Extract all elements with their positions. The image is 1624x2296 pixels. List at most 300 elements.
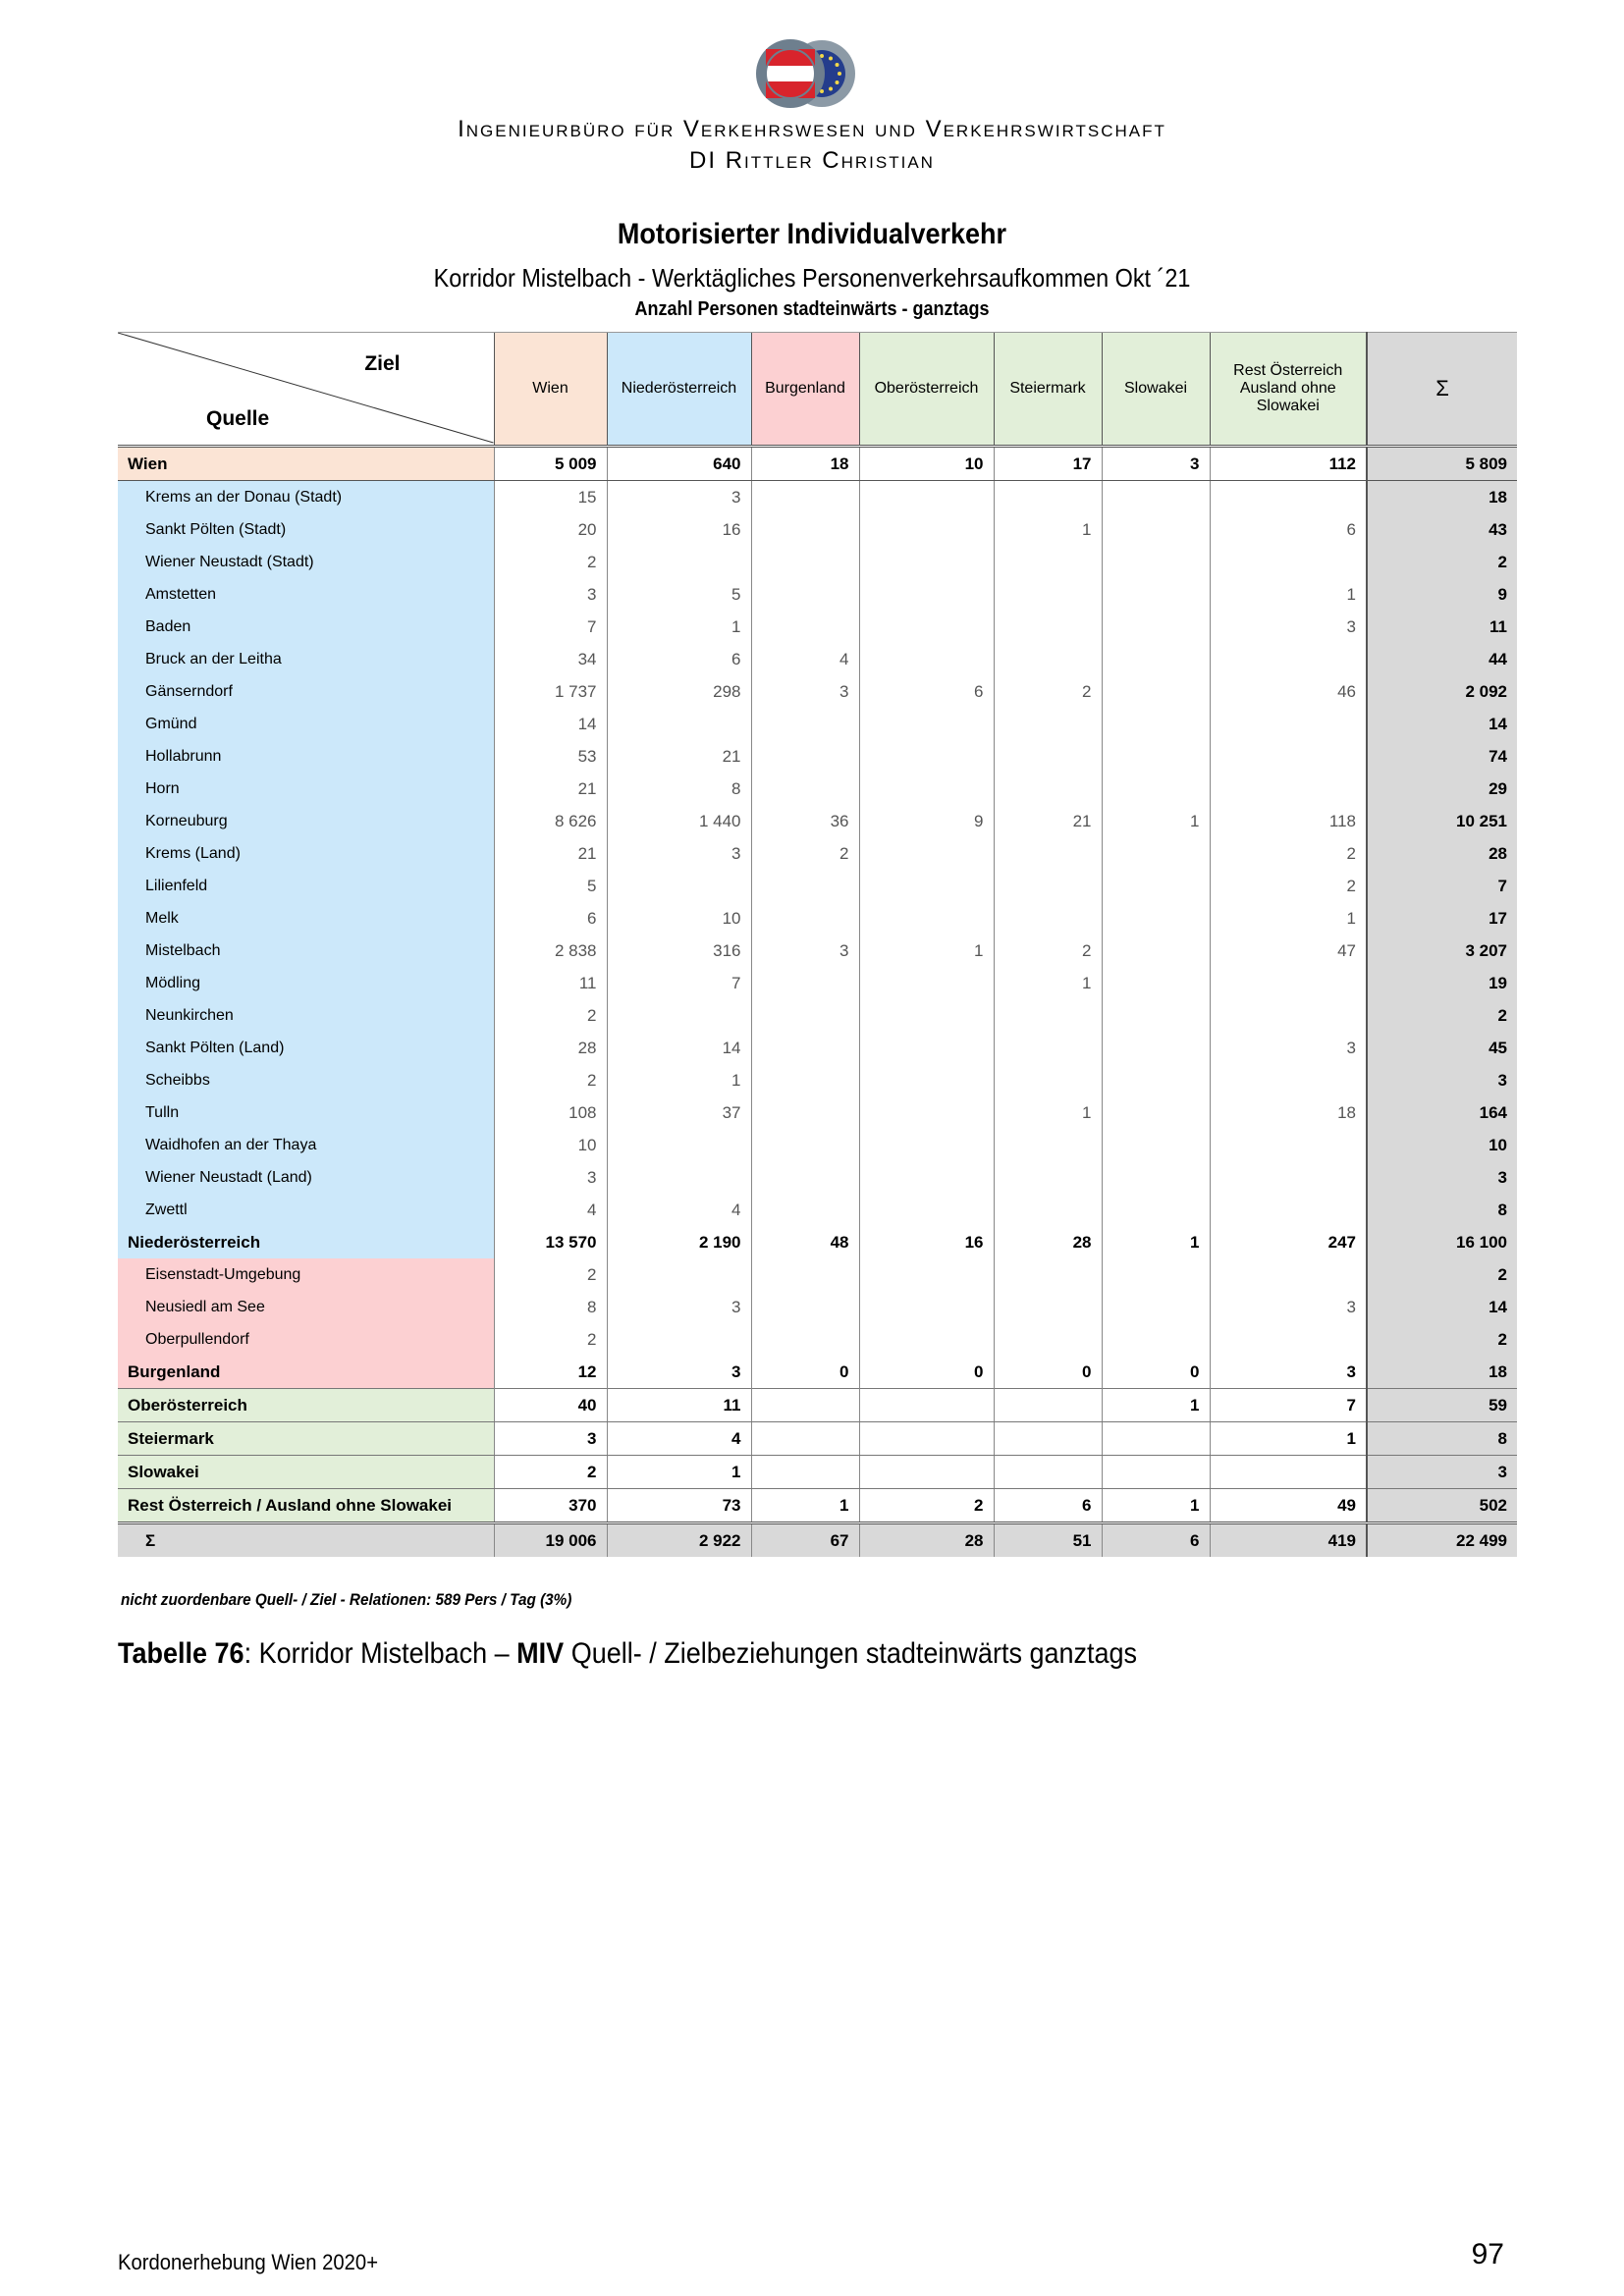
cell-value: 8 xyxy=(1367,1422,1517,1456)
cell-value xyxy=(751,1422,859,1456)
cell-value xyxy=(1102,675,1210,708)
cell-value xyxy=(1102,611,1210,643)
cell-value xyxy=(751,708,859,740)
cell-value: 2 xyxy=(994,675,1102,708)
cell-value: 2 190 xyxy=(607,1226,751,1258)
org-name-line2: DI Rittler Christian xyxy=(689,147,935,174)
cell-value: 247 xyxy=(1210,1226,1367,1258)
cell-value: 3 xyxy=(1102,447,1210,481)
cell-value xyxy=(1102,902,1210,934)
cell-value: 3 xyxy=(751,934,859,967)
row-label: Mödling xyxy=(118,967,494,999)
cell-value xyxy=(751,1161,859,1194)
cell-value: 29 xyxy=(1367,773,1517,805)
cell-value: 5 809 xyxy=(1367,447,1517,481)
cell-value xyxy=(1102,1032,1210,1064)
cell-value xyxy=(859,1389,994,1422)
cell-value xyxy=(607,1129,751,1161)
corner-label-quelle: Quelle xyxy=(206,407,270,430)
cell-value xyxy=(1102,934,1210,967)
table-row xyxy=(118,1389,1517,1422)
corner-label-ziel: Ziel xyxy=(364,352,401,375)
cell-value: 164 xyxy=(1367,1096,1517,1129)
cell-value: 370 xyxy=(494,1489,607,1523)
cell-value xyxy=(1210,1323,1367,1356)
cell-value xyxy=(1102,1422,1210,1456)
cell-value: 20 xyxy=(494,513,607,546)
table-row xyxy=(118,1456,1517,1489)
cell-value xyxy=(994,611,1102,643)
table-row xyxy=(118,1161,1517,1194)
cell-value xyxy=(751,481,859,514)
cell-value: 1 xyxy=(607,611,751,643)
page-title: Motorisierter Individualverkehr xyxy=(617,218,1007,250)
row-label: Rest Österreich / Ausland ohne Slowakei xyxy=(118,1489,494,1523)
row-label: Melk xyxy=(118,902,494,934)
cell-value xyxy=(994,1422,1102,1456)
cell-value: 3 xyxy=(751,675,859,708)
cell-value: 16 100 xyxy=(1367,1226,1517,1258)
footnote: nicht zuordenbare Quell- / Ziel - Relationen: 589 Pers / Tag (3%) xyxy=(121,1590,572,1609)
cell-value: 15 xyxy=(494,481,607,514)
cell-value xyxy=(994,1194,1102,1226)
cell-value xyxy=(994,740,1102,773)
cell-value xyxy=(1102,967,1210,999)
table-row xyxy=(118,1032,1517,1064)
table-row xyxy=(118,1258,1517,1291)
cell-value: 502 xyxy=(1367,1489,1517,1523)
cell-value xyxy=(1210,773,1367,805)
cell-value: 16 xyxy=(607,513,751,546)
table-description: Anzahl Personen stadteinwärts - ganztags xyxy=(634,298,990,320)
table-row xyxy=(118,1323,1517,1356)
row-label: Neunkirchen xyxy=(118,999,494,1032)
table-row xyxy=(118,1194,1517,1226)
cell-value xyxy=(751,578,859,611)
cell-value xyxy=(859,708,994,740)
cell-value: 14 xyxy=(607,1032,751,1064)
cell-value xyxy=(1102,1129,1210,1161)
row-label: Oberösterreich xyxy=(118,1389,494,1422)
cell-value xyxy=(994,708,1102,740)
cell-value: 45 xyxy=(1367,1032,1517,1064)
row-label: Slowakei xyxy=(118,1456,494,1489)
cell-value xyxy=(1210,1064,1367,1096)
table-row xyxy=(118,1064,1517,1096)
row-label: Wiener Neustadt (Stadt) xyxy=(118,546,494,578)
row-label: Niederösterreich xyxy=(118,1226,494,1258)
cell-value xyxy=(859,546,994,578)
cell-value: 21 xyxy=(607,740,751,773)
cell-value: 28 xyxy=(859,1523,994,1558)
cell-value xyxy=(1102,1161,1210,1194)
cell-value xyxy=(1102,999,1210,1032)
cell-value xyxy=(607,708,751,740)
cell-value xyxy=(859,1064,994,1096)
cell-value: 3 xyxy=(494,1422,607,1456)
cell-value: 4 xyxy=(751,643,859,675)
cell-value xyxy=(751,870,859,902)
cell-value xyxy=(994,870,1102,902)
cell-value xyxy=(751,1129,859,1161)
cell-value: 3 xyxy=(607,837,751,870)
cell-value: 6 xyxy=(1102,1523,1210,1558)
cell-value xyxy=(607,1323,751,1356)
cell-value: 2 xyxy=(494,546,607,578)
cell-value: 73 xyxy=(607,1489,751,1523)
cell-value: 6 xyxy=(607,643,751,675)
cell-value: 2 xyxy=(1367,546,1517,578)
row-label: Hollabrunn xyxy=(118,740,494,773)
table-row xyxy=(118,805,1517,837)
cell-value: 6 xyxy=(494,902,607,934)
cell-value: 3 xyxy=(494,578,607,611)
cell-value: 112 xyxy=(1210,447,1367,481)
cell-value: 13 570 xyxy=(494,1226,607,1258)
company-logo xyxy=(743,34,891,113)
cell-value xyxy=(751,1291,859,1323)
row-label: Oberpullendorf xyxy=(118,1323,494,1356)
cell-value: 49 xyxy=(1210,1489,1367,1523)
cell-value: 1 xyxy=(1210,1422,1367,1456)
row-label: Tulln xyxy=(118,1096,494,1129)
cell-value xyxy=(1102,837,1210,870)
org-name-line1: Ingenieurbüro für Verkehrswesen und Verkehrswirtschaft xyxy=(458,116,1166,142)
cell-value: 14 xyxy=(1367,1291,1517,1323)
cell-value: 118 xyxy=(1210,805,1367,837)
cell-value: 1 737 xyxy=(494,675,607,708)
cell-value: 3 xyxy=(1210,1032,1367,1064)
cell-value xyxy=(859,513,994,546)
cell-value xyxy=(859,481,994,514)
cell-value xyxy=(751,546,859,578)
cell-value: 1 xyxy=(751,1489,859,1523)
cell-value: 8 xyxy=(607,773,751,805)
cell-value xyxy=(1210,1129,1367,1161)
cell-value: 67 xyxy=(751,1523,859,1558)
cell-value: 21 xyxy=(494,837,607,870)
cell-value xyxy=(859,870,994,902)
table-row xyxy=(118,999,1517,1032)
col-header-slowakei: Slowakei xyxy=(1102,333,1210,447)
od-matrix-table xyxy=(118,332,1517,1557)
cell-value xyxy=(1210,740,1367,773)
table-row xyxy=(118,870,1517,902)
table-row xyxy=(118,708,1517,740)
cell-value: 316 xyxy=(607,934,751,967)
table-row xyxy=(118,1096,1517,1129)
page-number: 97 xyxy=(1471,2238,1504,2270)
row-label: Steiermark xyxy=(118,1422,494,1456)
row-label: Eisenstadt-Umgebung xyxy=(118,1258,494,1291)
page-subtitle: Korridor Mistelbach - Werktägliches Personenverkehrsaufkommen Okt ´21 xyxy=(433,263,1191,293)
cell-value xyxy=(607,870,751,902)
cell-value: 2 xyxy=(494,1064,607,1096)
cell-value: 3 xyxy=(607,481,751,514)
cell-value xyxy=(994,773,1102,805)
row-label: Waidhofen an der Thaya xyxy=(118,1129,494,1161)
cell-value: 19 xyxy=(1367,967,1517,999)
cell-value xyxy=(994,1291,1102,1323)
cell-value: 3 xyxy=(1210,1356,1367,1389)
cell-value: 9 xyxy=(1367,578,1517,611)
row-label: Sankt Pölten (Stadt) xyxy=(118,513,494,546)
table-row xyxy=(118,447,1517,481)
cell-value: 22 499 xyxy=(1367,1523,1517,1558)
cell-value: 18 xyxy=(1367,481,1517,514)
table-row xyxy=(118,611,1517,643)
row-label: Sankt Pölten (Land) xyxy=(118,1032,494,1064)
cell-value: 28 xyxy=(494,1032,607,1064)
cell-value: 5 xyxy=(607,578,751,611)
cell-value xyxy=(1102,1291,1210,1323)
cell-value: 0 xyxy=(994,1356,1102,1389)
cell-value xyxy=(859,1258,994,1291)
cell-value xyxy=(994,902,1102,934)
cell-value: 53 xyxy=(494,740,607,773)
row-label: Bruck an der Leitha xyxy=(118,643,494,675)
cell-value: 43 xyxy=(1367,513,1517,546)
cell-value: 2 xyxy=(994,934,1102,967)
cell-value: 48 xyxy=(751,1226,859,1258)
cell-value: 37 xyxy=(607,1096,751,1129)
cell-value xyxy=(994,1258,1102,1291)
table-row xyxy=(118,675,1517,708)
caption-miv: MIV xyxy=(516,1637,565,1670)
cell-value: 44 xyxy=(1367,643,1517,675)
table-row xyxy=(118,1356,1517,1389)
caption-text-1: : Korridor Mistelbach – xyxy=(244,1637,517,1670)
cell-value xyxy=(607,1258,751,1291)
cell-value: 1 xyxy=(1102,1226,1210,1258)
cell-value xyxy=(1102,1258,1210,1291)
cell-value xyxy=(994,546,1102,578)
row-label: Lilienfeld xyxy=(118,870,494,902)
cell-value: 108 xyxy=(494,1096,607,1129)
footer-doc-title: Kordonerhebung Wien 2020+ xyxy=(118,2250,379,2274)
cell-value: 2 092 xyxy=(1367,675,1517,708)
table-row xyxy=(118,773,1517,805)
cell-value: 1 xyxy=(607,1064,751,1096)
cell-value: 3 xyxy=(607,1291,751,1323)
cell-value xyxy=(859,740,994,773)
cell-value xyxy=(751,1323,859,1356)
cell-value: 17 xyxy=(1367,902,1517,934)
cell-value: 2 xyxy=(1210,870,1367,902)
cell-value xyxy=(751,611,859,643)
cell-value xyxy=(1102,1456,1210,1489)
col-header-sum: Σ xyxy=(1367,333,1517,447)
row-label: Amstetten xyxy=(118,578,494,611)
cell-value: 4 xyxy=(607,1422,751,1456)
cell-value: 7 xyxy=(607,967,751,999)
cell-value xyxy=(1210,1258,1367,1291)
row-label: Krems an der Donau (Stadt) xyxy=(118,481,494,514)
cell-value: 2 838 xyxy=(494,934,607,967)
cell-value xyxy=(994,1456,1102,1489)
cell-value: 1 xyxy=(994,967,1102,999)
table-caption xyxy=(118,1637,1137,1671)
cell-value: 1 xyxy=(1102,1489,1210,1523)
cell-value xyxy=(751,1064,859,1096)
cell-value: 4 xyxy=(494,1194,607,1226)
cell-value: 0 xyxy=(751,1356,859,1389)
cell-value: 3 xyxy=(1210,1291,1367,1323)
cell-value: 0 xyxy=(1102,1356,1210,1389)
cell-value: 40 xyxy=(494,1389,607,1422)
table-row xyxy=(118,1489,1517,1523)
cell-value xyxy=(994,1161,1102,1194)
cell-value: 2 xyxy=(1210,837,1367,870)
cell-value xyxy=(859,837,994,870)
cell-value xyxy=(1210,481,1367,514)
cell-value xyxy=(994,578,1102,611)
cell-value: 59 xyxy=(1367,1389,1517,1422)
cell-value: 10 251 xyxy=(1367,805,1517,837)
cell-value xyxy=(994,837,1102,870)
cell-value: 2 xyxy=(1367,1258,1517,1291)
cell-value: 47 xyxy=(1210,934,1367,967)
table-row xyxy=(118,902,1517,934)
table-row xyxy=(118,837,1517,870)
cell-value: 3 xyxy=(1210,611,1367,643)
row-label: Korneuburg xyxy=(118,805,494,837)
table-row xyxy=(118,1291,1517,1323)
cell-value: 1 xyxy=(1210,578,1367,611)
cell-value: 0 xyxy=(859,1356,994,1389)
cell-value: 3 207 xyxy=(1367,934,1517,967)
cell-value xyxy=(751,1096,859,1129)
cell-value: 298 xyxy=(607,675,751,708)
cell-value xyxy=(751,1389,859,1422)
cell-value: 9 xyxy=(859,805,994,837)
col-header-wien: Wien xyxy=(494,333,607,447)
cell-value: 10 xyxy=(607,902,751,934)
cell-value xyxy=(1210,999,1367,1032)
cell-value: 19 006 xyxy=(494,1523,607,1558)
cell-value: 8 xyxy=(1367,1194,1517,1226)
cell-value: 3 xyxy=(607,1356,751,1389)
cell-value: 1 xyxy=(859,934,994,967)
cell-value xyxy=(859,1422,994,1456)
cell-value: 14 xyxy=(494,708,607,740)
cell-value xyxy=(1210,967,1367,999)
cell-value xyxy=(1210,546,1367,578)
cell-value xyxy=(994,643,1102,675)
cell-value: 21 xyxy=(494,773,607,805)
table-row xyxy=(118,643,1517,675)
cell-value: 1 440 xyxy=(607,805,751,837)
cell-value xyxy=(994,1129,1102,1161)
row-label: Mistelbach xyxy=(118,934,494,967)
cell-value xyxy=(751,902,859,934)
cell-value: 11 xyxy=(494,967,607,999)
table-row xyxy=(118,1129,1517,1161)
cell-value xyxy=(1210,643,1367,675)
cell-value: 5 xyxy=(494,870,607,902)
cell-value: 36 xyxy=(751,805,859,837)
cell-value xyxy=(1102,513,1210,546)
cell-value: 17 xyxy=(994,447,1102,481)
cell-value: 419 xyxy=(1210,1523,1367,1558)
cell-value xyxy=(1102,1064,1210,1096)
cell-value xyxy=(607,999,751,1032)
cell-value xyxy=(1102,546,1210,578)
row-label: Wiener Neustadt (Land) xyxy=(118,1161,494,1194)
cell-value xyxy=(751,773,859,805)
cell-value: 8 xyxy=(494,1291,607,1323)
cell-value: 34 xyxy=(494,643,607,675)
cell-value: 2 xyxy=(494,999,607,1032)
row-label: Wien xyxy=(118,447,494,481)
cell-value: 640 xyxy=(607,447,751,481)
cell-value xyxy=(859,1032,994,1064)
cell-value xyxy=(994,1064,1102,1096)
cell-value xyxy=(1102,773,1210,805)
row-label: Gmünd xyxy=(118,708,494,740)
row-label: Baden xyxy=(118,611,494,643)
cell-value xyxy=(859,643,994,675)
cell-value: 18 xyxy=(1367,1356,1517,1389)
cell-value: 51 xyxy=(994,1523,1102,1558)
cell-value xyxy=(859,773,994,805)
cell-value: 2 xyxy=(494,1323,607,1356)
cell-value xyxy=(751,1032,859,1064)
cell-value xyxy=(994,1389,1102,1422)
cell-value xyxy=(751,1194,859,1226)
row-label: Krems (Land) xyxy=(118,837,494,870)
row-label: Horn xyxy=(118,773,494,805)
cell-value xyxy=(1210,1456,1367,1489)
cell-value: 5 009 xyxy=(494,447,607,481)
cell-value xyxy=(751,740,859,773)
table-header-row xyxy=(118,333,1517,447)
cell-value xyxy=(859,999,994,1032)
cell-value: 4 xyxy=(607,1194,751,1226)
row-label: Σ xyxy=(118,1523,494,1558)
cell-value: 1 xyxy=(1210,902,1367,934)
table-row xyxy=(118,1422,1517,1456)
cell-value xyxy=(859,1291,994,1323)
cell-value: 2 xyxy=(1367,1323,1517,1356)
cell-value xyxy=(859,902,994,934)
cell-value xyxy=(751,513,859,546)
cell-value xyxy=(859,578,994,611)
cell-value: 3 xyxy=(1367,1064,1517,1096)
cell-value: 2 922 xyxy=(607,1523,751,1558)
table-row xyxy=(118,1523,1517,1558)
cell-value xyxy=(1102,643,1210,675)
table-row xyxy=(118,578,1517,611)
cell-value: 46 xyxy=(1210,675,1367,708)
cell-value: 3 xyxy=(1367,1456,1517,1489)
cell-value: 1 xyxy=(994,1096,1102,1129)
cell-value xyxy=(859,1129,994,1161)
cell-value: 1 xyxy=(1102,1389,1210,1422)
table-row xyxy=(118,934,1517,967)
table-row xyxy=(118,740,1517,773)
cell-value xyxy=(1210,1161,1367,1194)
cell-value: 11 xyxy=(607,1389,751,1422)
cell-value xyxy=(1102,1323,1210,1356)
cell-value: 7 xyxy=(1367,870,1517,902)
cell-value: 16 xyxy=(859,1226,994,1258)
cell-value: 1 xyxy=(607,1456,751,1489)
cell-value xyxy=(1102,870,1210,902)
cell-value: 1 xyxy=(994,513,1102,546)
table-row xyxy=(118,546,1517,578)
cell-value xyxy=(859,1194,994,1226)
